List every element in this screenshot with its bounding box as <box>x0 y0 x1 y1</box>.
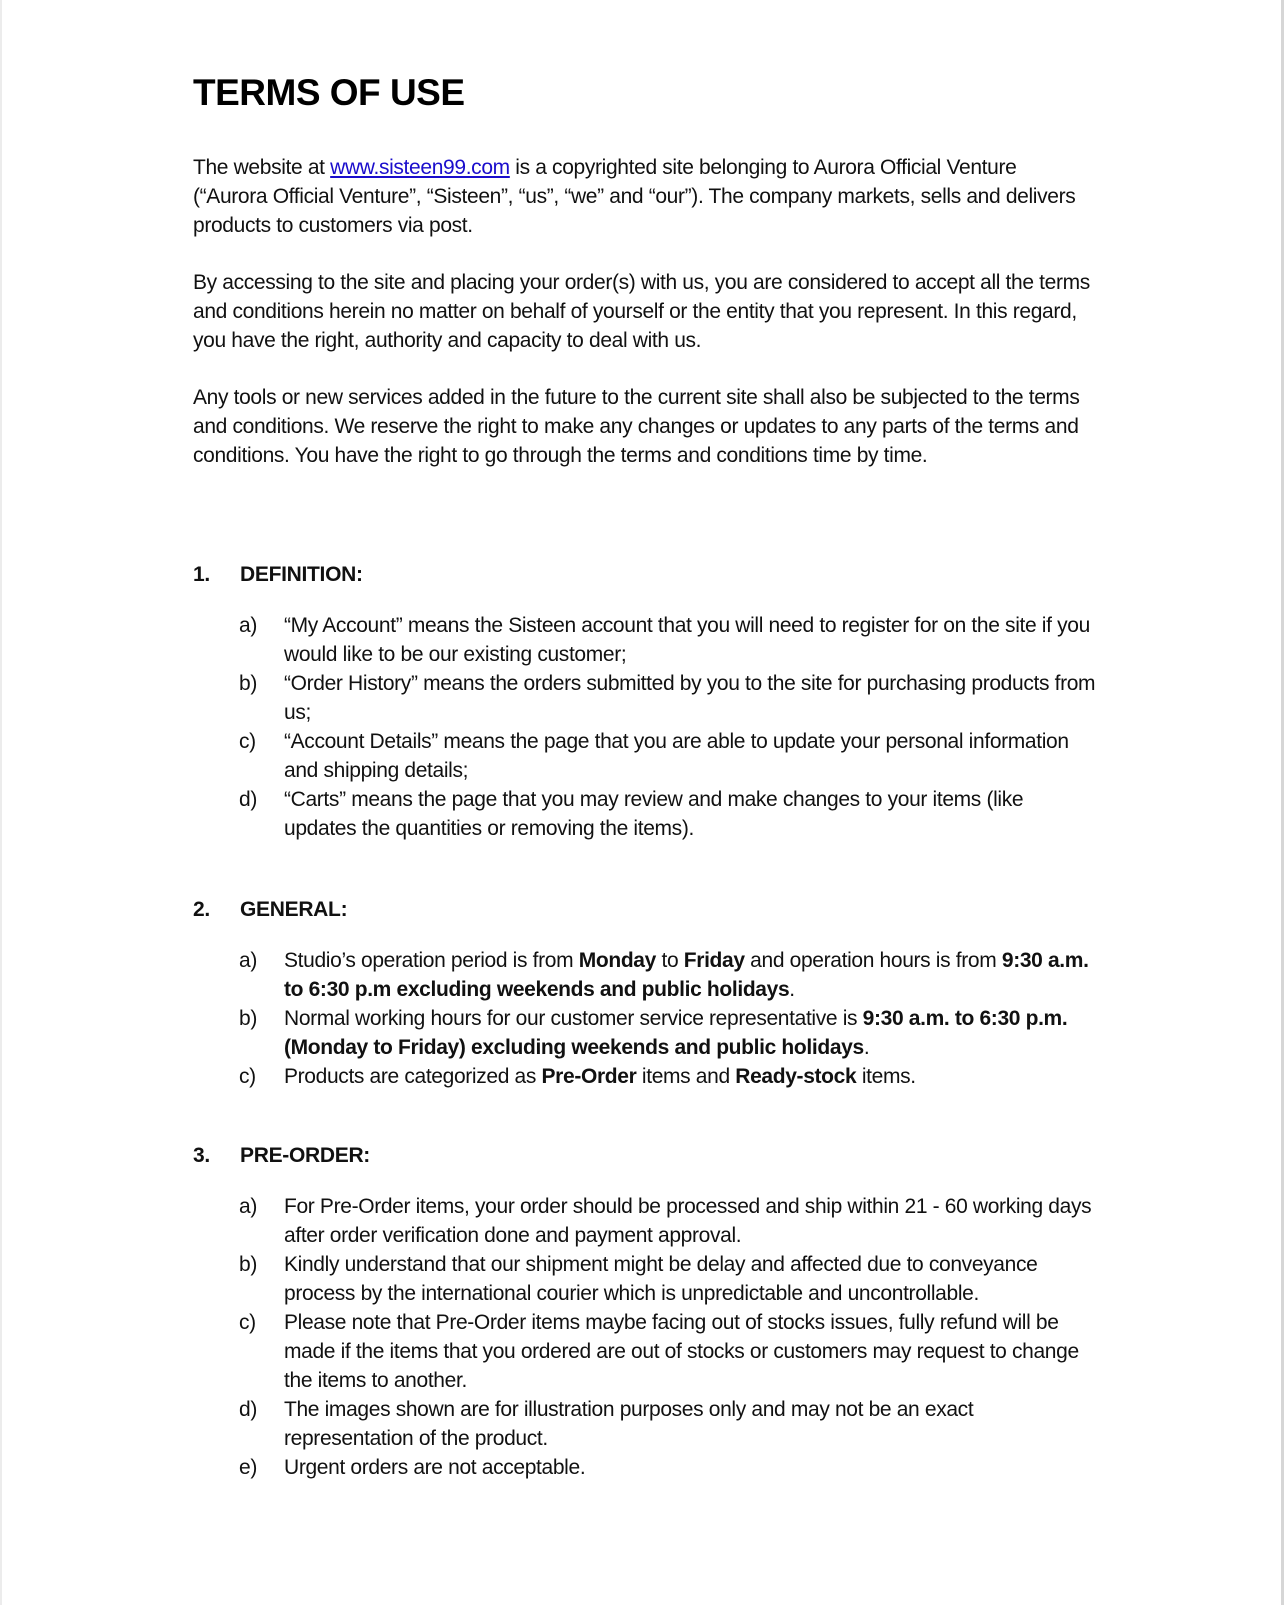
section-heading-general: 2. GENERAL: <box>193 898 348 921</box>
website-link[interactable]: www.sisteen99.com <box>330 156 510 179</box>
list-item: d) The images shown are for illustration purposes only and may not be an exact representation of the product. <box>239 1398 974 1450</box>
definition-list <box>239 611 1099 843</box>
section-heading-definition: 1. DEFINITION: <box>193 563 363 586</box>
list-item: a) Studio’s operation period is from Monday to Friday and operation hours is from 9:30 a.m. to 6:30 p.m excluding weekends and public holidays. <box>239 949 1089 1001</box>
page-edge-left <box>0 0 2 1605</box>
pre-order-list <box>239 1192 1099 1482</box>
list-item: a) For Pre-Order items, your order should be processed and ship within 21 - 60 working days after order verification done and payment approval. <box>239 1195 1092 1247</box>
intro-paragraph-1: The website at www.sisteen99.com is a copyrighted site belonging to Aurora Official Venture (“Aurora Official Venture”, “Sisteen”, “us”, “we” and “our”). The company markets, sells and delivers products to customers via post. <box>193 156 1076 237</box>
list-item: a) “My Account” means the Sisteen account that you will need to register for on the site if you would like to be our existing customer; <box>239 614 1090 666</box>
intro-paragraph-3: Any tools or new services added in the future to the current site shall also be subjected to the terms and conditions. We reserve the right to make any changes or updates to any parts of the terms and conditions. You have the right to go through the terms and conditions time by time. <box>193 386 1080 467</box>
page-title: TERMS OF USE <box>193 72 465 113</box>
list-item: b) Kindly understand that our shipment might be delay and affected due to conveyance process by the international courier which is unpredictable and uncontrollable. <box>239 1253 1038 1305</box>
list-item: b) “Order History” means the orders submitted by you to the site for purchasing products from us; <box>239 672 1096 724</box>
list-item: c) Products are categorized as Pre-Order items and Ready-stock items. <box>239 1065 916 1088</box>
intro-paragraph-2: By accessing to the site and placing your order(s) with us, you are considered to accept all the terms and conditions herein no matter on behalf of yourself or the entity that you represent. In this regard, you have the right, authority and capacity to deal with us. <box>193 271 1090 352</box>
list-item: e) Urgent orders are not acceptable. <box>239 1456 586 1479</box>
list-item: b) Normal working hours for our customer service representative is 9:30 a.m. to 6:30 p.m. (Monday to Friday) excluding weekends and public holidays. <box>239 1007 1068 1059</box>
list-item: c) “Account Details” means the page that you are able to update your personal information and shipping details; <box>239 730 1069 782</box>
list-item: c) Please note that Pre-Order items maybe facing out of stocks issues, fully refund will be made if the items that you ordered are out of stocks or customers may request to change the items to another. <box>239 1311 1079 1392</box>
general-list <box>239 946 1099 1091</box>
section-heading-pre-order: 3. PRE-ORDER: <box>193 1144 371 1167</box>
list-item: d) “Carts” means the page that you may review and make changes to your items (like updates the quantities or removing the items). <box>239 788 1024 840</box>
